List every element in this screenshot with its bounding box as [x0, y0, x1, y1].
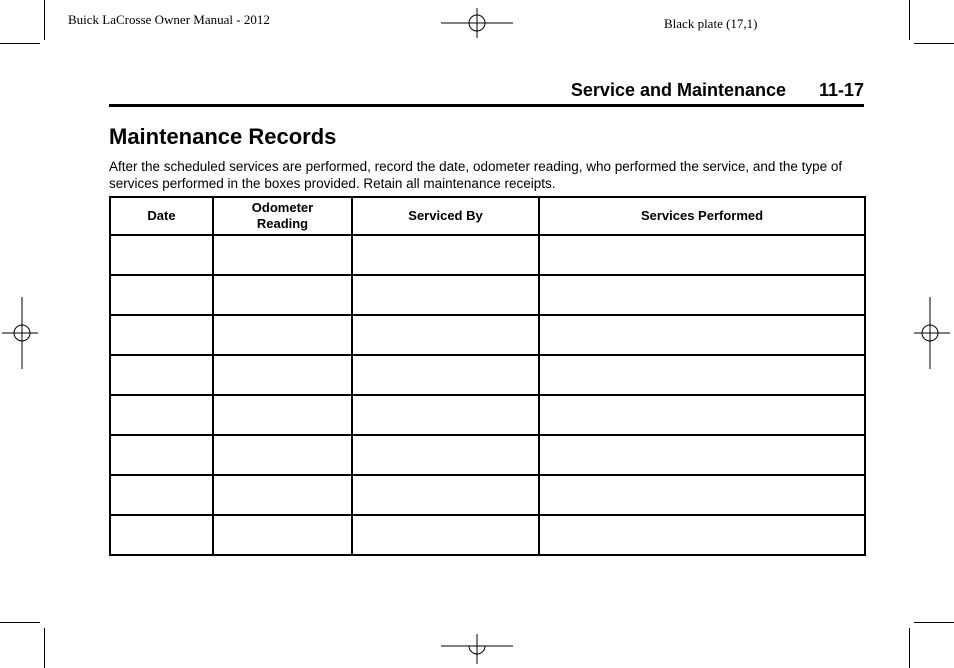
- table-row: [110, 435, 865, 475]
- table-row: [110, 475, 865, 515]
- table-cell[interactable]: [352, 315, 539, 355]
- table-row: [110, 395, 865, 435]
- table-cell[interactable]: [213, 395, 352, 435]
- column-header-odometer: Odometer Reading: [213, 197, 352, 235]
- crop-mark: [909, 628, 910, 668]
- table-row: [110, 275, 865, 315]
- manual-title: Buick LaCrosse Owner Manual - 2012: [68, 12, 270, 27]
- table-cell[interactable]: [110, 475, 213, 515]
- table-row: [110, 355, 865, 395]
- crop-mark: [914, 622, 954, 623]
- page-number: 11-17: [818, 80, 864, 100]
- table-cell[interactable]: [539, 355, 865, 395]
- registration-mark-right: [914, 297, 950, 369]
- table-cell[interactable]: [110, 235, 213, 275]
- table-cell[interactable]: [352, 435, 539, 475]
- table-cell[interactable]: [539, 395, 865, 435]
- table-header-row: [110, 197, 865, 235]
- table-cell[interactable]: [110, 435, 213, 475]
- crop-mark: [0, 622, 40, 623]
- table-cell[interactable]: [352, 395, 539, 435]
- table-cell[interactable]: [213, 235, 352, 275]
- table-cell[interactable]: [110, 315, 213, 355]
- plate-label: Black plate (17,1): [664, 16, 758, 31]
- table-row: [110, 235, 865, 275]
- table-cell[interactable]: [539, 315, 865, 355]
- registration-mark-bottom: [441, 634, 513, 664]
- maintenance-records-table: [109, 196, 866, 556]
- table-cell[interactable]: [213, 315, 352, 355]
- table-cell[interactable]: [110, 515, 213, 555]
- crop-mark: [914, 43, 954, 44]
- table-cell[interactable]: [213, 275, 352, 315]
- table-cell[interactable]: [213, 355, 352, 395]
- table-row: [110, 515, 865, 555]
- table-cell[interactable]: [352, 355, 539, 395]
- table-cell[interactable]: [110, 355, 213, 395]
- running-head: [109, 80, 864, 107]
- registration-mark-top: [441, 8, 513, 38]
- column-header-serviced-by: Serviced By: [352, 197, 539, 235]
- table-cell[interactable]: [352, 235, 539, 275]
- table-cell[interactable]: [539, 435, 865, 475]
- crop-mark: [909, 0, 910, 40]
- table-cell[interactable]: [352, 475, 539, 515]
- table-cell[interactable]: [539, 515, 865, 555]
- table-cell[interactable]: [110, 275, 213, 315]
- intro-paragraph: After the scheduled services are performed, record the date, odometer reading, who performed the service, and the type of services performed in the boxes provided. Retain all maintenance receipts.: [109, 159, 843, 191]
- registration-mark-left: [2, 297, 38, 369]
- table-cell[interactable]: [539, 235, 865, 275]
- table-cell[interactable]: [352, 275, 539, 315]
- column-header-date: Date: [110, 197, 213, 235]
- table-cell[interactable]: [110, 395, 213, 435]
- crop-mark: [44, 628, 45, 668]
- section-title: Service and Maintenance: [570, 80, 786, 100]
- table-cell[interactable]: [213, 475, 352, 515]
- page-heading: Maintenance Records: [109, 124, 337, 149]
- column-header-services: Services Performed: [539, 197, 865, 235]
- table-cell[interactable]: [539, 475, 865, 515]
- table-row: [110, 315, 865, 355]
- table-cell[interactable]: [213, 435, 352, 475]
- table-cell[interactable]: [352, 515, 539, 555]
- crop-mark: [44, 0, 45, 40]
- table-cell[interactable]: [213, 515, 352, 555]
- crop-mark: [0, 43, 40, 44]
- table-cell[interactable]: [539, 275, 865, 315]
